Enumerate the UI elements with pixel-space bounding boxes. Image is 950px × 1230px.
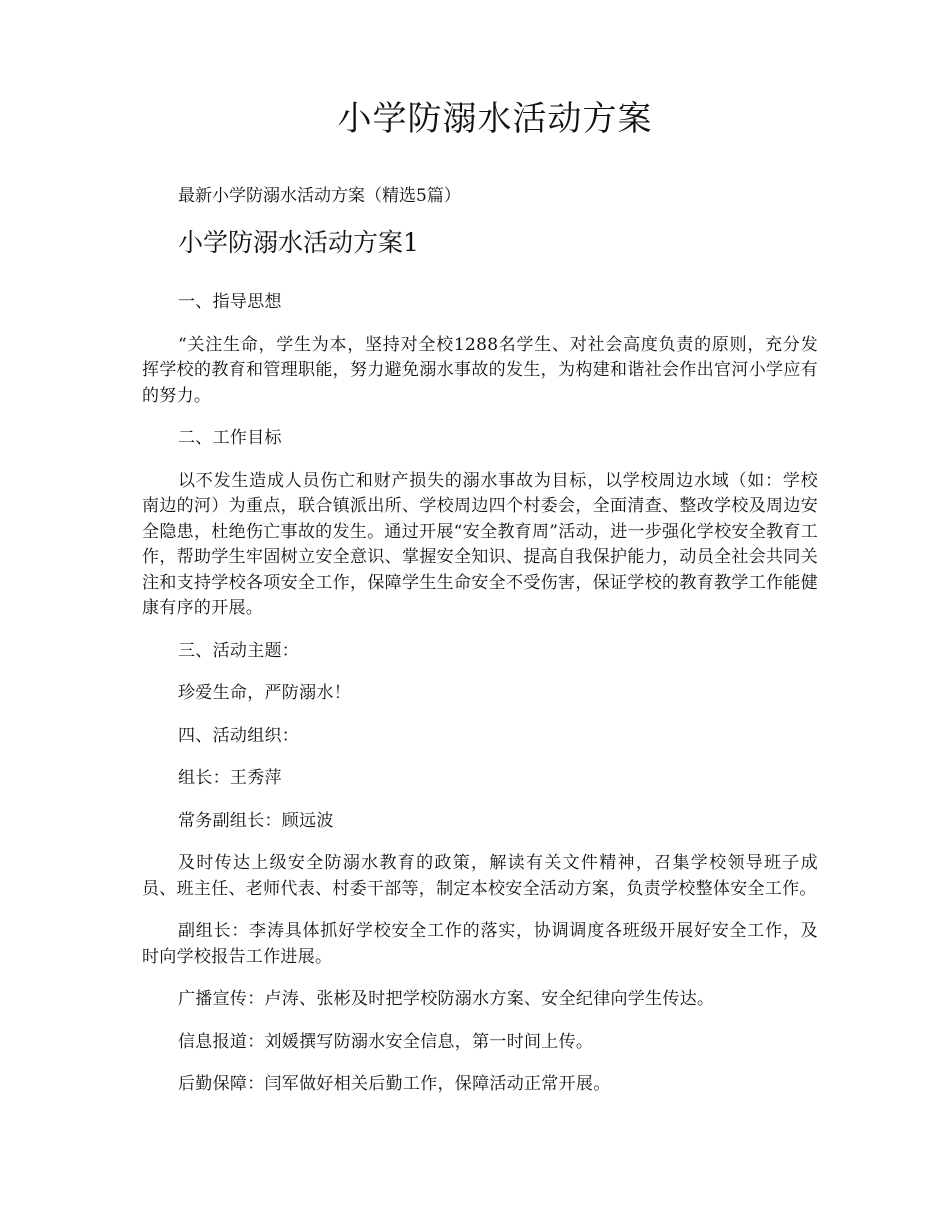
heading-activity-theme: 三、活动主题： (178, 640, 300, 661)
line-team-leader: 组长：王秀萍 (178, 768, 282, 788)
paragraph-activity-theme: 珍爱生命，严防溺水！ (178, 683, 351, 703)
heading-work-goals: 二、工作目标 (178, 428, 282, 448)
document-title: 小学防溺水活动方案 (337, 99, 653, 139)
paragraph-work-goals: 以不发生造成人员伤亡和财产损失的溺水事故为目标，以学校周边水域（如：学校南边的河）为重点，联合镇派出所、学校周边四个村委会，全面清查、整改学校及周边安全隐患，杜绝伤亡事故的发生。通过开展“安全教育周”活动，进一步强化学校安全教育工作，帮助学生牢固树立安全意识、掌握安全知识、提高自我保护能力，动员全社会共同关注和支持学校各项安全工作，保障学生生命安全不受伤害，保证学校的教育教学工作能健康有序的开展。 (142, 470, 818, 618)
section-title: 小学防溺水活动方案1 (178, 228, 419, 257)
paragraph-deputy-duties: 及时传达上级安全防溺水教育的政策，解读有关文件精神，召集学校领导班子成员、班主任、老师代表、村委干部等，制定本校安全活动方案，负责学校整体安全工作。 (142, 853, 818, 899)
line-logistics-support: 后勤保障：闫军做好相关后勤工作，保障活动正常开展。 (178, 1074, 611, 1094)
paragraph-deputy-leader: 副组长：李涛具体抓好学校安全工作的落实，协调调度各班级开展好安全工作，及时向学校报告工作进展。 (142, 921, 818, 967)
document-subtitle: 最新小学防溺水活动方案（精选5篇） (178, 186, 461, 206)
line-broadcast-publicity: 广播宣传：卢涛、张彬及时把学校防溺水方案、安全纪律向学生传达。 (178, 989, 715, 1009)
document-body (142, 290, 818, 1115)
line-information-reporting: 信息报道：刘媛撰写防溺水安全信息，第一时间上传。 (178, 1031, 594, 1052)
line-executive-deputy: 常务副组长：顾远波 (178, 810, 334, 831)
heading-guiding-thought: 一、指导思想 (178, 292, 282, 312)
paragraph-guiding-thought: “关注生命，学生为本，坚持对全校1288名学生、对社会高度负责的原则，充分发挥学校的教育和管理职能，努力避免溺水事故的发生，为构建和谐社会作出官河小学应有的努力。 (142, 334, 818, 406)
heading-activity-organization: 四、活动组织： (178, 725, 300, 746)
